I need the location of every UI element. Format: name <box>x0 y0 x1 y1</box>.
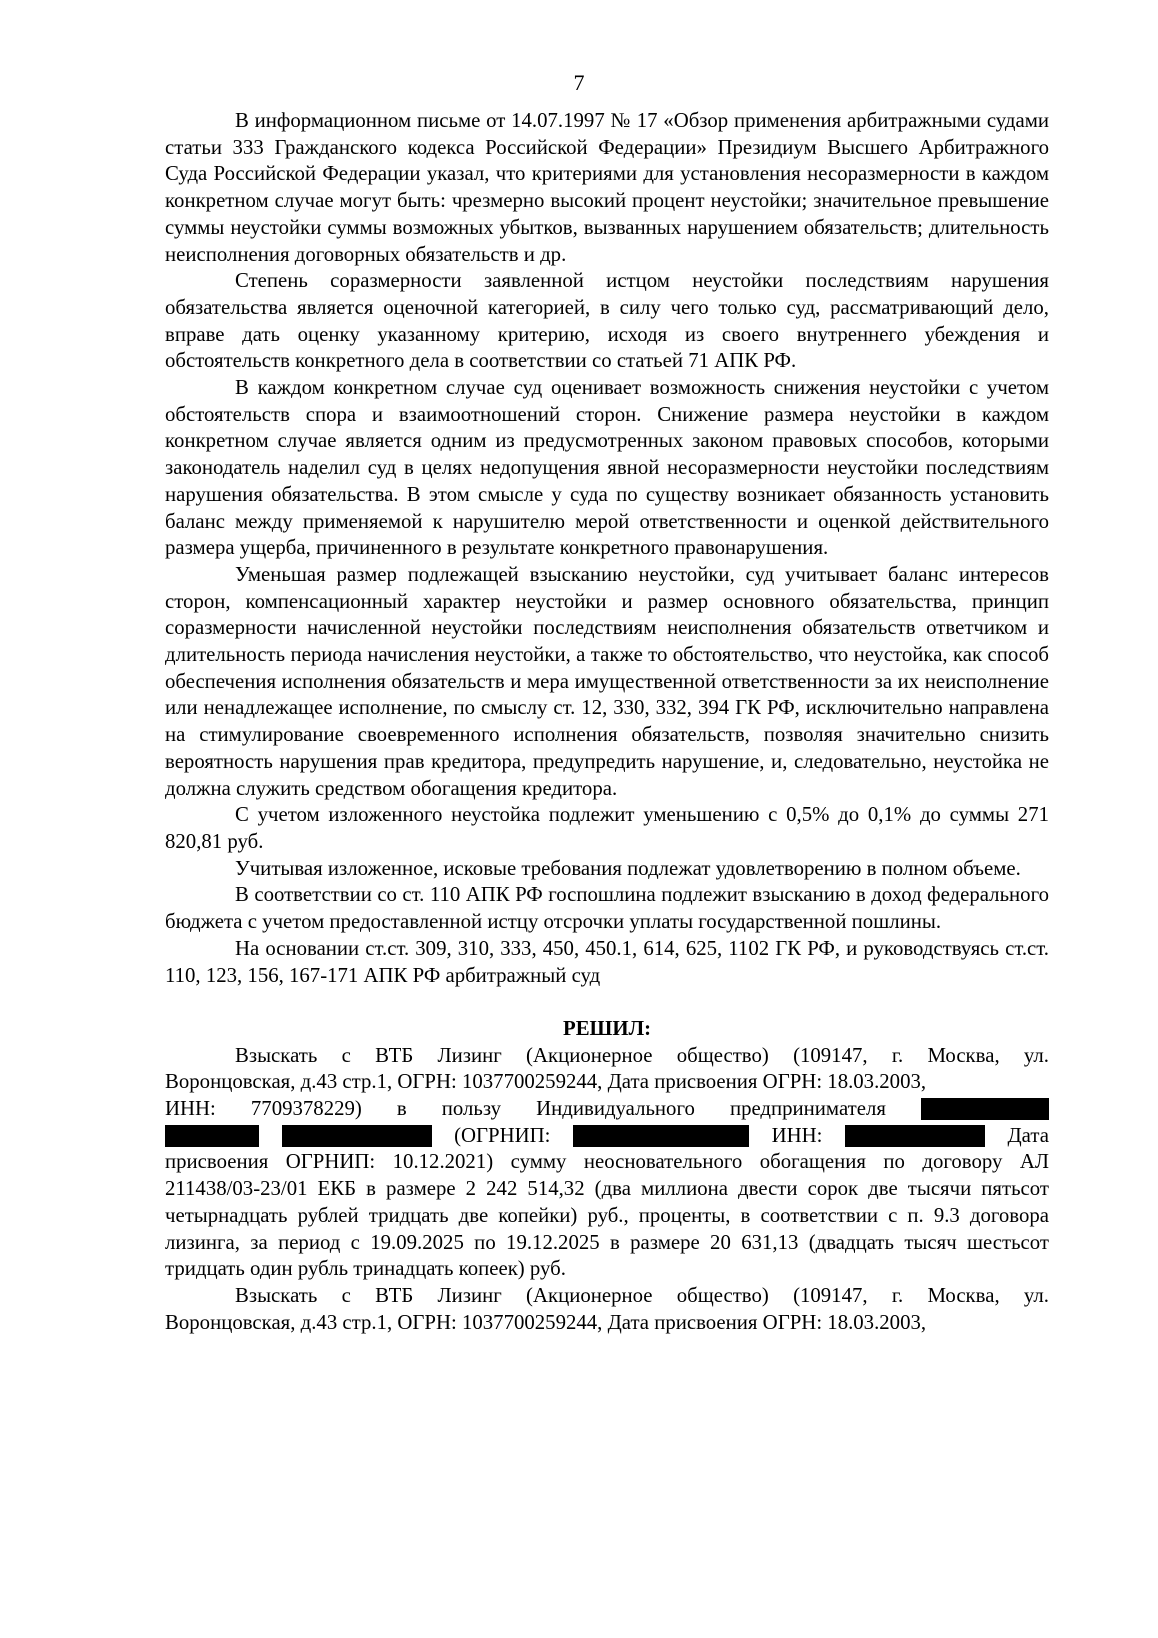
word: Москва, <box>927 1283 1000 1307</box>
word: ВТБ <box>375 1043 414 1067</box>
word: (Акционерное <box>526 1283 653 1307</box>
paragraph-8: На основании ст.ст. 309, 310, 333, 450, 450.1, 614, 625, 1102 ГК РФ, и руководствуясь ст.ст. 110, 123, 156, 167-171 АПК РФ арбитражный суд <box>165 936 1049 987</box>
paragraph-1: В информационном письме от 14.07.1997 № 17 «Обзор применения арбитражными судами статьи 333 Гражданского кодекса Российской Федерации» Президиум Высшего Арбитражного Суда Российской Федерации указал, что критериями для установления несоразмерности в каждом конкретном случае могут быть: чрезмерно высокий процент неустойки; значительное превышение суммы неустойки суммы возможных убытков, вызванных нарушением обязательств; длительность неисполнения договорных обязательств и др. <box>165 109 1049 266</box>
word: пользу <box>441 1097 502 1120</box>
word: г. <box>891 1043 904 1067</box>
word: общество) <box>676 1283 769 1307</box>
word: ул. <box>1023 1283 1049 1307</box>
paragraph-4: Уменьшая размер подлежащей взысканию неустойки, суд учитывает баланс интересов сторон, компенсационный характер неустойки и размер основного обязательства, принцип соразмерности начисленной неустойки последствиям неисполнения обязательств ответчиком и длительность периода начисления неустойки, а также то обстоятельство, что неустойка, как способ обеспечения исполнения обязательств и мера имущественной ответственности за их неисполнение или ненадлежащее исполнение, по смыслу ст. 12, 330, 332, 394 ГК РФ, исключительно направлена на стимулирование своевременного исполнения обязательств, позволяя значительно снизить вероятность нарушения прав кредитора, предупредить нарушение, и, следовательно, неустойка не должна служить средством обогащения кредитора. <box>165 562 1049 800</box>
word: общество) <box>676 1043 769 1067</box>
decision-2-address: Воронцовская, д.43 стр.1, ОГРН: 1037700259244, Дата присвоения ОГРН: 18.03.2003, <box>165 1310 927 1334</box>
decision-1-line-2 <box>165 1069 1049 1096</box>
redacted-name-block <box>165 1125 259 1147</box>
decision-1-line-4 <box>165 1123 1049 1150</box>
word: ВТБ <box>375 1283 414 1307</box>
word: Москва, <box>927 1043 1000 1067</box>
word: 7709378229) <box>250 1097 362 1120</box>
word: Индивидуального <box>536 1097 695 1120</box>
word: Лизинг <box>437 1043 502 1067</box>
page-number: 7 <box>573 70 585 95</box>
word: в <box>396 1097 407 1120</box>
word: с <box>341 1283 351 1307</box>
decision-1-line-1 <box>165 1043 1049 1070</box>
redacted-name-block <box>282 1125 432 1147</box>
redacted-ogrnip-block <box>573 1125 749 1147</box>
word: ул. <box>1023 1043 1049 1067</box>
decision-2-line-1 <box>165 1283 1049 1310</box>
word: г. <box>891 1283 904 1307</box>
document-body <box>165 108 1049 1336</box>
word: Взыскать <box>235 1283 318 1307</box>
redacted-name-block <box>921 1098 1049 1120</box>
word: Лизинг <box>437 1283 502 1307</box>
word: Взыскать <box>235 1043 318 1067</box>
paragraph-6: Учитывая изложенное, исковые требования подлежат удовлетворению в полном объеме. <box>235 856 1021 880</box>
paragraph-5: С учетом изложенного неустойка подлежит уменьшению с 0,5% до 0,1% до суммы 271 820,81 руб. <box>165 803 1049 853</box>
decision-1-rest: присвоения ОГРНИП: 10.12.2021) сумму неосновательного обогащения по договору АЛ 211438/03-23/01 ЕКБ в размере 2 242 514,32 (два миллиона двести сорок две тысячи пятьсот четырнадцать рублей тридцать две копейки) руб., проценты, в соответствии с п. 9.3 договора лизинга, за период с 19.09.2025 по 19.12.2025 в размере 20 631,13 (двадцать тысяч шестьсот тридцать один рубль тринадцать копеек) руб. <box>165 1150 1049 1281</box>
date-label: Дата <box>1007 1123 1049 1147</box>
ogrnip-label: (ОГРНИП: <box>454 1123 551 1147</box>
word: предпринимателя <box>729 1097 886 1120</box>
word: с <box>341 1043 351 1067</box>
decision-heading: РЕШИЛ: <box>562 1016 651 1040</box>
decision-2-line-2 <box>165 1310 1049 1337</box>
spacer <box>165 989 1049 1016</box>
redacted-inn-block <box>845 1125 985 1147</box>
word: ИНН: <box>165 1097 216 1120</box>
decision-1-address: Воронцовская, д.43 стр.1, ОГРН: 1037700259244, Дата присвоения ОГРН: 18.03.2003, <box>165 1070 927 1094</box>
word: (109147, <box>793 1283 868 1307</box>
decision-1-line-3 <box>165 1096 1049 1123</box>
word: (109147, <box>793 1043 868 1067</box>
paragraph-2: Степень соразмерности заявленной истцом неустойки последствиям нарушения обязательства является оценочной категорией, в силу чего только суд, рассматривающий дело, вправе дать оценку указанному критерию, исходя из своего внутреннего убеждения и обстоятельств конкретного дела в соответствии со статьей 71 АПК РФ. <box>165 269 1049 373</box>
paragraph-7: В соответствии со ст. 110 АПК РФ госпошлина подлежит взысканию в доход федерального бюджета с учетом предоставленной истцу отсрочки уплаты государственной пошлины. <box>165 883 1049 934</box>
inn-label: ИНН: <box>771 1123 823 1147</box>
paragraph-3: В каждом конкретном случае суд оценивает возможность снижения неустойки с учетом обстоятельств спора и взаимоотношений сторон. Снижение размера неустойки в каждом конкретном случае является одним из предусмотренных законом правовых способов, которыми законодатель наделил суд в целях недопущения явной несоразмерности неустойки последствиям нарушения обязательства. В этом смысле у суда по существу возникает обязанность установить баланс между применяемой к нарушителю мерой ответственности и оценкой действительного размера ущерба, причиненного в результате конкретного правонарушения. <box>165 376 1049 560</box>
word: (Акционерное <box>526 1043 653 1067</box>
